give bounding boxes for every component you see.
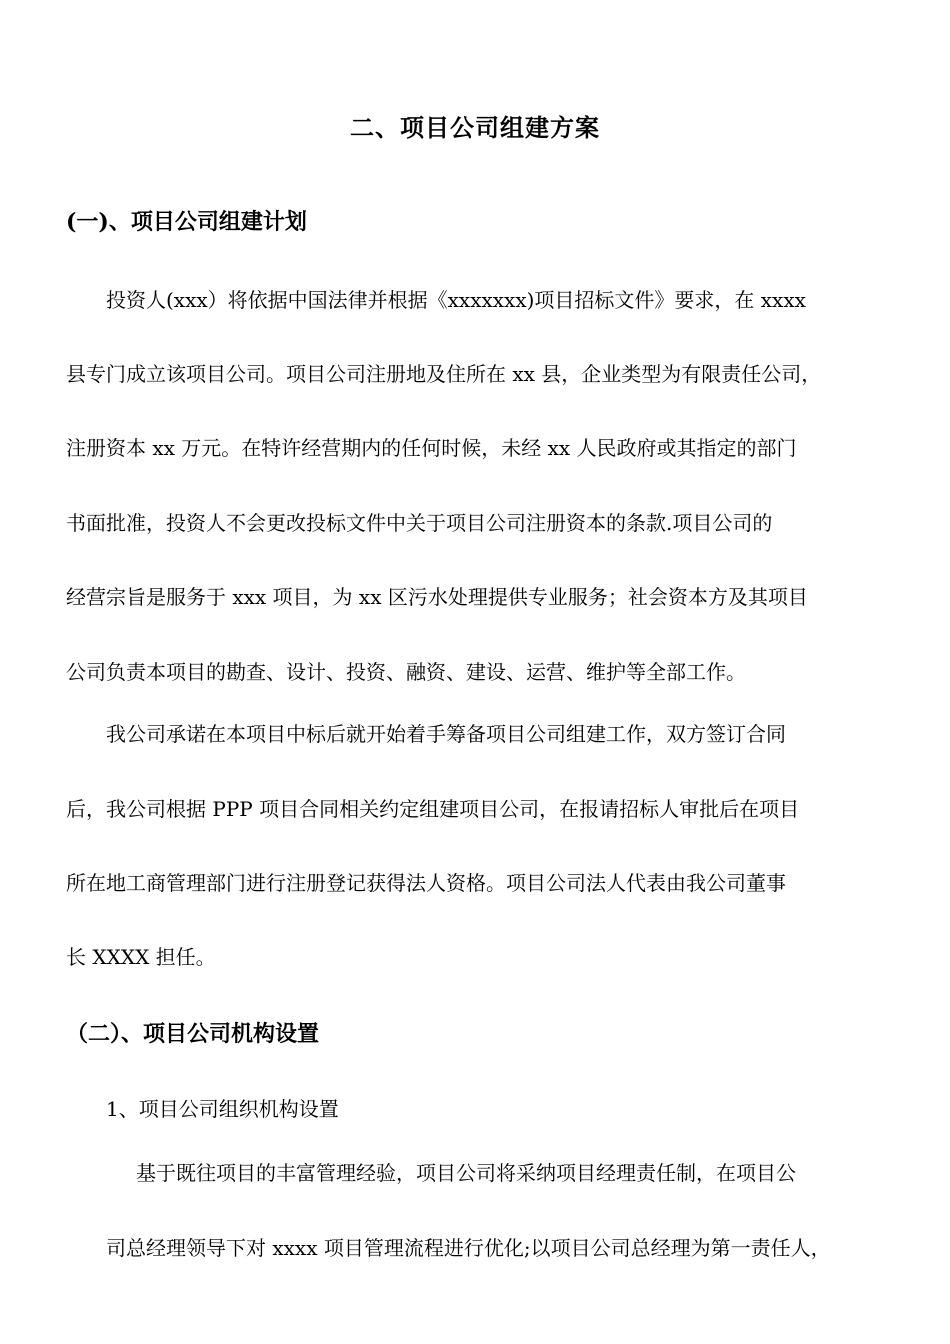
section-heading-2: （二）、项目公司机构设置 <box>66 1021 320 1047</box>
text-line: 经营宗旨是服务于 xxx 项目，为 xx 区污水处理提供专业服务；社会资本方及其项目 <box>66 585 808 609</box>
subsection-heading-1: 1、项目公司组织机构设置 <box>106 1097 339 1121</box>
text-line: 县专门成立该项目公司。项目公司注册地及住所在 xx 县，企业类型为有限责任公司， <box>66 362 822 386</box>
text-line: 书面批准，投资人不会更改投标文件中关于项目公司注册资本的条款.项目公司的 <box>66 511 773 535</box>
text-line: 基于既往项目的丰富管理经验，项目公司将采纳项目经理责任制，在项目公 <box>136 1161 796 1185</box>
text-line: 所在地工商管理部门进行注册登记获得法人资格。项目公司法人代表由我公司董事 <box>66 871 786 895</box>
text-line: 注册资本 xx 万元。在特许经营期内的任何时候，未经 xx 人民政府或其指定的部门 <box>66 436 797 460</box>
text-line: 投资人(xxx）将依据中国法律并根据《xxxxxxx)项目招标文件》要求，在 xxxx <box>106 288 806 312</box>
text-line: 司总经理领导下对 xxxx 项目管理流程进行优化;以项目公司总经理为第一责任人， <box>106 1236 831 1260</box>
section-heading-1: (一)、项目公司组建计划 <box>66 209 307 235</box>
text-line: 后，我公司根据 PPP 项目合同相关约定组建项目公司，在报请招标人审批后在项目 <box>66 797 800 821</box>
text-line: 长 XXXX 担任。 <box>66 945 216 969</box>
text-line: 我公司承诺在本项目中标后就开始着手筹备项目公司组建工作，双方签订合同 <box>106 722 786 746</box>
document-title: 二、项目公司组建方案 <box>350 113 600 142</box>
text-line: 公司负责本项目的勘查、设计、投资、融资、建设、运营、维护等全部工作。 <box>66 660 746 684</box>
